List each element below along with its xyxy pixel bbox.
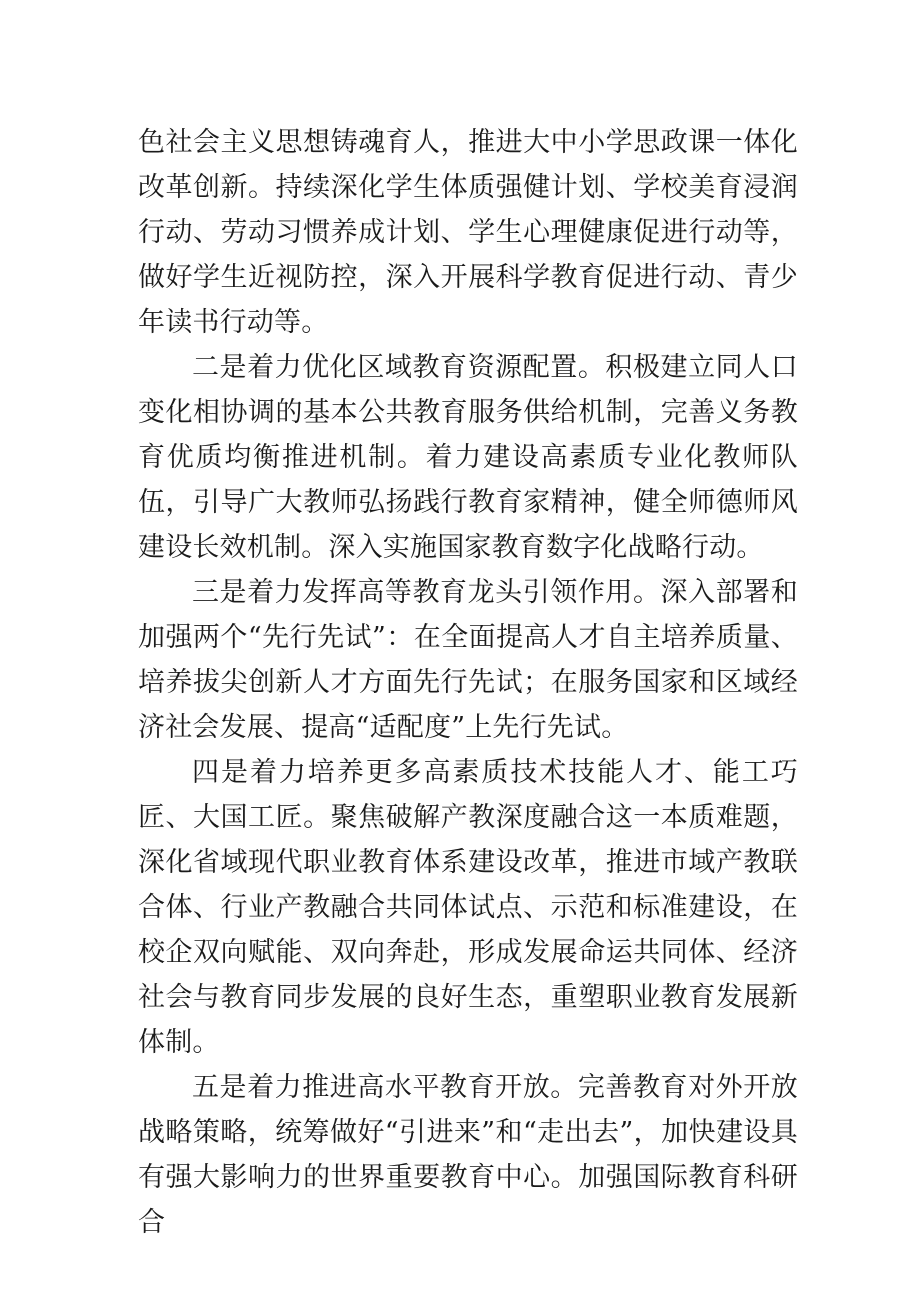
paragraph-vocational-talent: 四是着力培养更多高素质技术技能人才、能工巧匠、大国工匠。聚焦破解产教深度融合这一本质难题，深化省域现代职业教育体系建设改革，推进市域产教联合体、行业产教融合共同体试点、示范和标准建设，在校企双向赋能、双向奔赴，形成发展命运共同体、经济社会与教育同步发展的良好生态，重塑职业教育发展新体制。 (138, 757, 798, 1058)
paragraph-higher-education: 三是着力发挥高等教育龙头引领作用。深入部署和加强两个“先行先试”：在全面提高人才自主培养质量、培养拔尖创新人才方面先行先试；在服务国家和区域经济社会发展、提高“适配度”上先行先试。 (138, 577, 798, 743)
paragraph-continued: 色社会主义思想铸魂育人，推进大中小学思政课一体化改革创新。持续深化学生体质强健计划、学校美育浸润行动、劳动习惯养成计划、学生心理健康促进行动等，做好学生近视防控，深入开展科学教育促进行动、青少年读书行动等。 (138, 127, 798, 338)
paragraph-education-opening: 五是着力推进高水平教育开放。完善教育对外开放战略策略，统筹做好“引进来”和“走出去”，加快建设具有强大影响力的世界重要教育中心。加强国际教育科研合 (138, 1072, 798, 1238)
paragraph-regional-resources: 二是着力优化区域教育资源配置。积极建立同人口变化相协调的基本公共教育服务供给机制，完善义务教育优质均衡推进机制。着力建设高素质专业化教师队伍，引导广大教师弘扬践行教育家精神，健全师德师风建设长效机制。深入实施国家教育数字化战略行动。 (138, 352, 798, 563)
document-body (138, 120, 798, 1245)
